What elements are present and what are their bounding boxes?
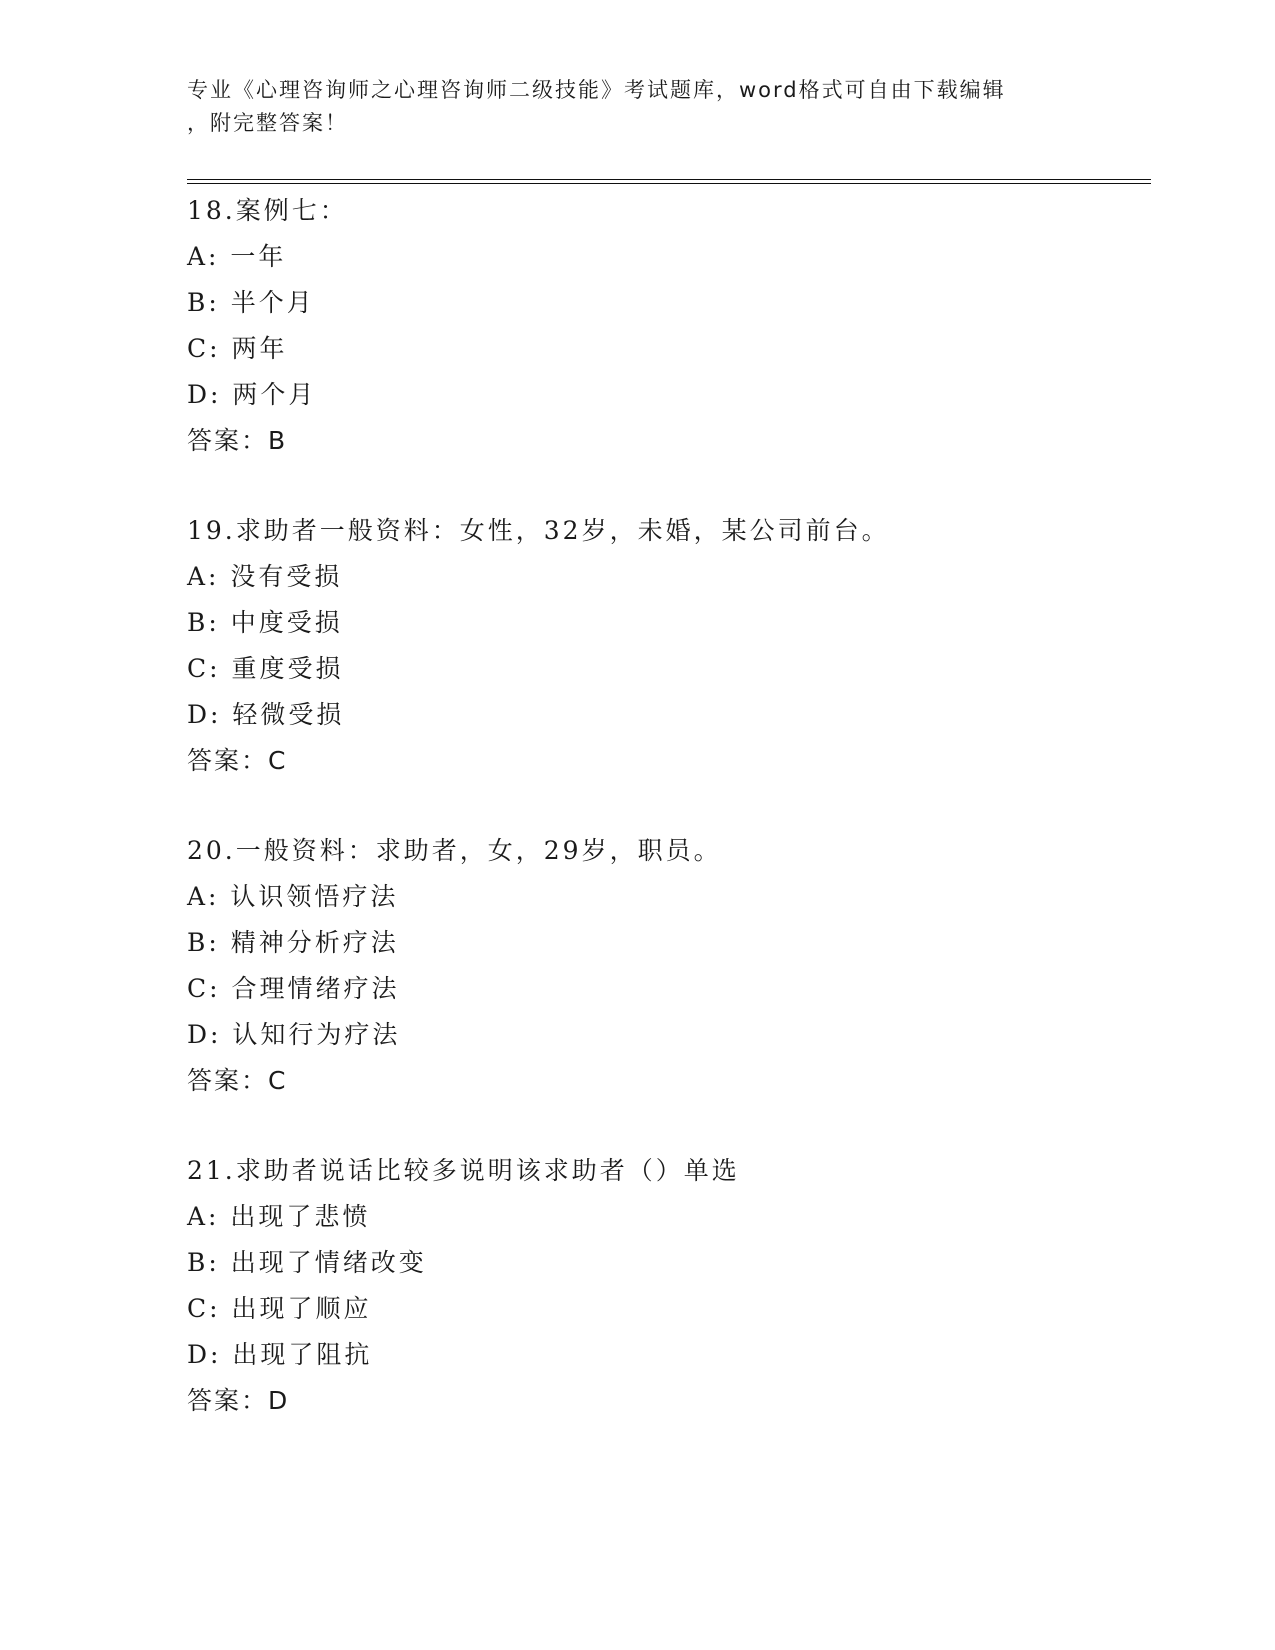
document-header [187, 74, 1087, 140]
question-19 [187, 508, 1147, 784]
question-stem: 19.求助者一般资料：女性，32岁，未婚，某公司前台。 [187, 516, 890, 545]
question-20 [187, 828, 1147, 1104]
option-c: C: 两年 [187, 334, 288, 363]
option-b: B: 精神分析疗法 [187, 928, 399, 957]
answer-label: 答案：C [187, 1066, 288, 1095]
option-c: C: 重度受损 [187, 654, 344, 683]
option-a: A: 没有受损 [187, 562, 343, 591]
question-stem: 18.案例七： [187, 196, 348, 225]
header-divider-bottom [187, 183, 1151, 184]
question-21 [187, 1148, 1147, 1424]
header-divider-top [187, 179, 1151, 180]
option-a: A: 出现了悲愤 [187, 1202, 371, 1231]
header-line-1: 专业《心理咨询师之心理咨询师二级技能》考试题库，word格式可自由下载编辑 [187, 78, 1006, 102]
option-b: B: 中度受损 [187, 608, 343, 637]
option-b: B: 出现了情绪改变 [187, 1248, 427, 1277]
option-d: D: 两个月 [187, 380, 317, 409]
option-a: A: 认识领悟疗法 [187, 882, 399, 911]
option-d: D: 轻微受损 [187, 700, 345, 729]
option-b: B: 半个月 [187, 288, 315, 317]
option-d: D: 出现了阻抗 [187, 1340, 373, 1369]
question-stem: 21.求助者说话比较多说明该求助者（）单选 [187, 1156, 740, 1185]
option-c: C: 合理情绪疗法 [187, 974, 400, 1003]
question-18 [187, 188, 1147, 464]
option-a: A: 一年 [187, 242, 287, 271]
answer-label: 答案：D [187, 1386, 290, 1415]
answer-label: 答案：C [187, 746, 288, 775]
option-d: D: 认知行为疗法 [187, 1020, 401, 1049]
answer-label: 答案：B [187, 426, 288, 455]
option-c: C: 出现了顺应 [187, 1294, 372, 1323]
question-stem: 20.一般资料：求助者，女，29岁，职员。 [187, 836, 722, 865]
header-line-2: ，附完整答案！ [187, 111, 348, 135]
